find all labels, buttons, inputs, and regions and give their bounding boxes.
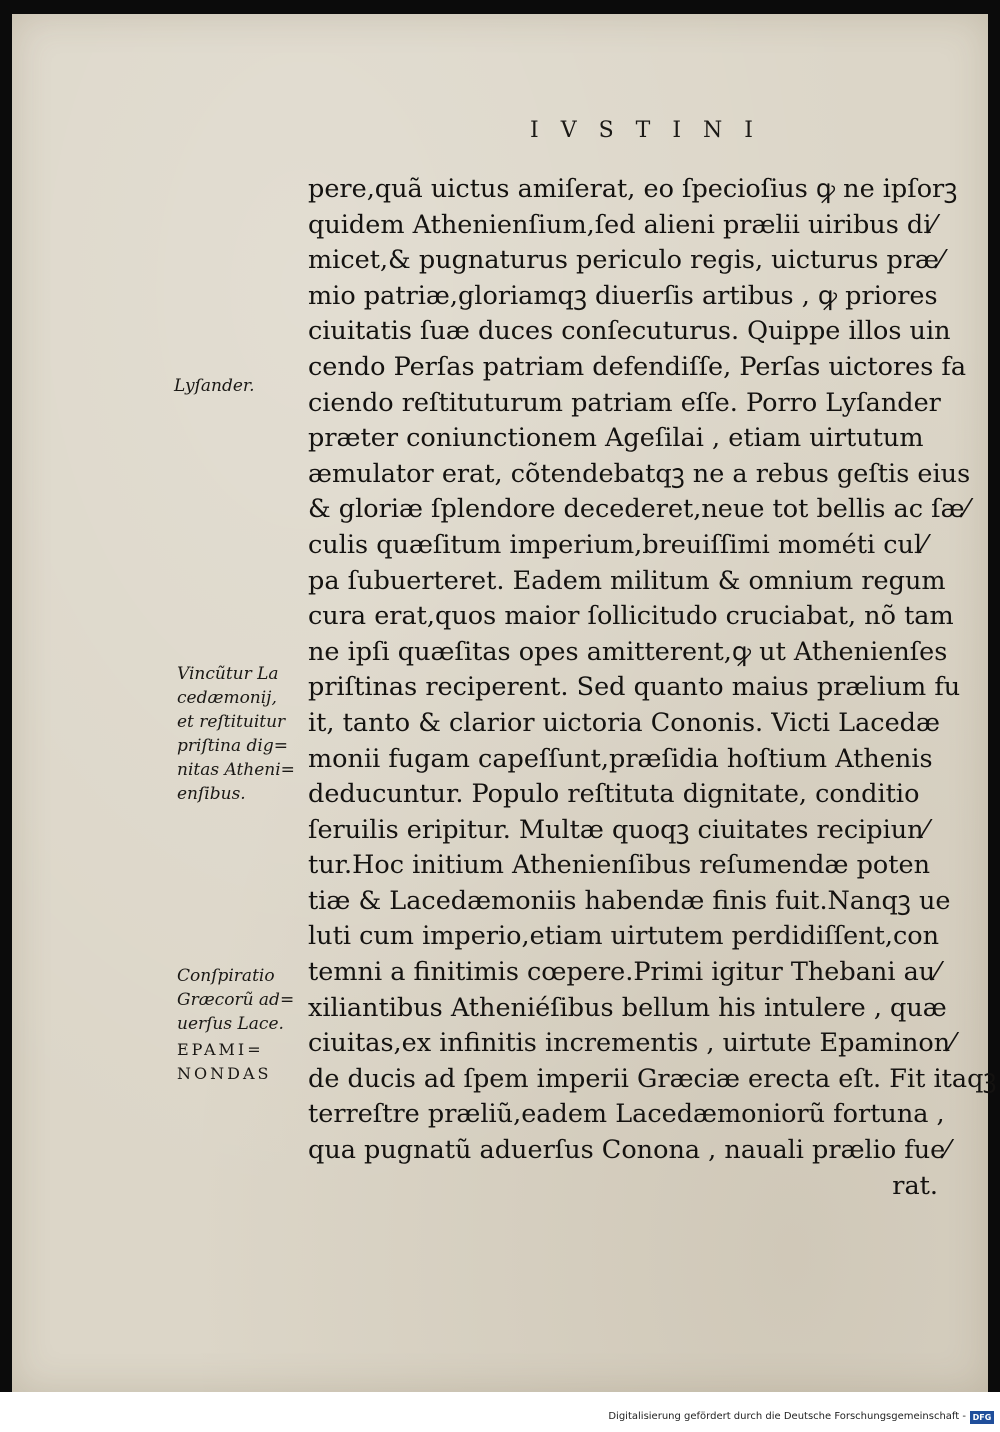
text-line: culis quæſitum imperium,breuiſſimi mométi cul⁄ xyxy=(308,529,927,560)
text-line: it, tanto & clarior uictoria Cononis. Victi Lacedæ xyxy=(308,707,940,738)
text-line: & gloriæ ſplendore decederet,neue tot bellis ac ſæ⁄ xyxy=(308,494,969,525)
text-line: tur.Hoc initium Athenienſibus reſumendæ poten xyxy=(308,850,931,881)
text-line: terreſtre præliũ,eadem Lacedæmoniorũ fortuna , xyxy=(308,1099,945,1130)
text-line: cura erat,quos maior ſollicitudo cruciabat, nõ tam xyxy=(308,601,954,632)
text-line: æmulator erat, cõtendebatqꝫ ne a rebus geſtis eius xyxy=(308,458,971,489)
text-line: priſtinas reciperent. Sed quanto maius prælium fu xyxy=(308,672,961,703)
margin-note-vincuntur xyxy=(177,662,295,806)
margin-note-line: enſibus. xyxy=(177,784,246,804)
text-line: cendo Perſas patriam defendiſſe, Perſas uictores fa xyxy=(308,351,967,382)
running-title: IVSTINI xyxy=(530,118,775,143)
margin-note-line: NONDAS xyxy=(177,1064,272,1083)
book-page xyxy=(12,14,997,1392)
margin-note-line: priſtina dig= xyxy=(177,736,288,756)
text-line: ſeruilis eripitur. Multæ quoqꝫ ciuitates recipiun⁄ xyxy=(308,814,928,845)
margin-note-line: uerſus Lace. xyxy=(177,1014,284,1034)
text-line: quidem Athenienſium,ſed alieni prælii uiribus di⁄ xyxy=(308,209,936,240)
text-line: pa ſubuerteret. Eadem militum & omnium regum xyxy=(308,565,946,596)
margin-note-epaminondas xyxy=(177,1038,271,1086)
margin-note-conspiratio xyxy=(177,964,294,1036)
margin-note-line: Vincũtur La xyxy=(177,664,279,684)
text-line: luti cum imperio,etiam uirtutem perdidiſſent,con xyxy=(308,921,940,952)
text-line: de ducis ad ſpem imperii Græciæ erecta eſt. Fit itaqꝫ xyxy=(308,1063,997,1094)
text-line: præter coniunctionem Ageſilai , etiam uirtutum xyxy=(308,423,924,454)
text-line: ciuitas,ex infinitis incrementis , uirtute Epaminon⁄ xyxy=(308,1028,955,1059)
text-line: micet,& pugnaturus periculo regis, uicturus præ⁄ xyxy=(308,245,944,276)
text-line: temni a finitimis cœpere.Primi igitur Thebani au⁄ xyxy=(308,957,940,988)
main-text-block xyxy=(308,172,997,1204)
margin-note-line: EPAMI= xyxy=(177,1040,264,1059)
text-line: ciuitatis ſuæ duces conſecuturus. Quippe illos uin xyxy=(308,316,951,347)
dfg-logo-icon: DFG xyxy=(970,1411,994,1424)
text-line: tiæ & Lacedæmoniis habendæ finis fuit.Nanqꝫ ue xyxy=(308,885,951,916)
margin-note-line: nitas Atheni= xyxy=(177,760,295,780)
text-line: pere,quã uictus amiſerat, eo ſpecioſius ꝙ ne ipſorꝫ xyxy=(308,174,958,204)
text-line: mio patriæ,gloriamqꝫ diuerſis artibus , ꝙ priores xyxy=(308,280,938,311)
margin-note-lysander xyxy=(174,374,255,398)
margin-note-line: Conſpiratio xyxy=(177,966,275,986)
text-line: ne ipſi quæſitas opes amitterent,ꝙ ut Athenienſes xyxy=(308,636,948,667)
text-line: qua pugnatũ aduerſus Conona , nauali prælio fue⁄ xyxy=(308,1135,950,1166)
digitization-footer xyxy=(0,1392,1000,1432)
text-line: ciendo reſtituturum patriam eſſe. Porro Lyſander xyxy=(308,387,941,418)
footer-credit: Digitalisierung gefördert durch die Deutsche Forschungsgemeinschaft - xyxy=(608,1411,966,1422)
text-line: deducuntur. Populo reſtituta dignitate, conditio xyxy=(308,779,920,810)
margin-note-line: cedæmonij, xyxy=(177,688,277,708)
text-line: xiliantibus Atheniéſibus bellum his intulere , quæ xyxy=(308,992,947,1023)
text-line: monii fugam capeſſunt,præſidia hoſtium Athenis xyxy=(308,743,933,774)
margin-note-line: Lyſander. xyxy=(174,376,255,396)
text-line-catchword: rat. xyxy=(892,1170,938,1201)
margin-note-line: et reſtituitur xyxy=(177,712,286,732)
margin-note-line: Græcorũ ad= xyxy=(177,990,295,1010)
